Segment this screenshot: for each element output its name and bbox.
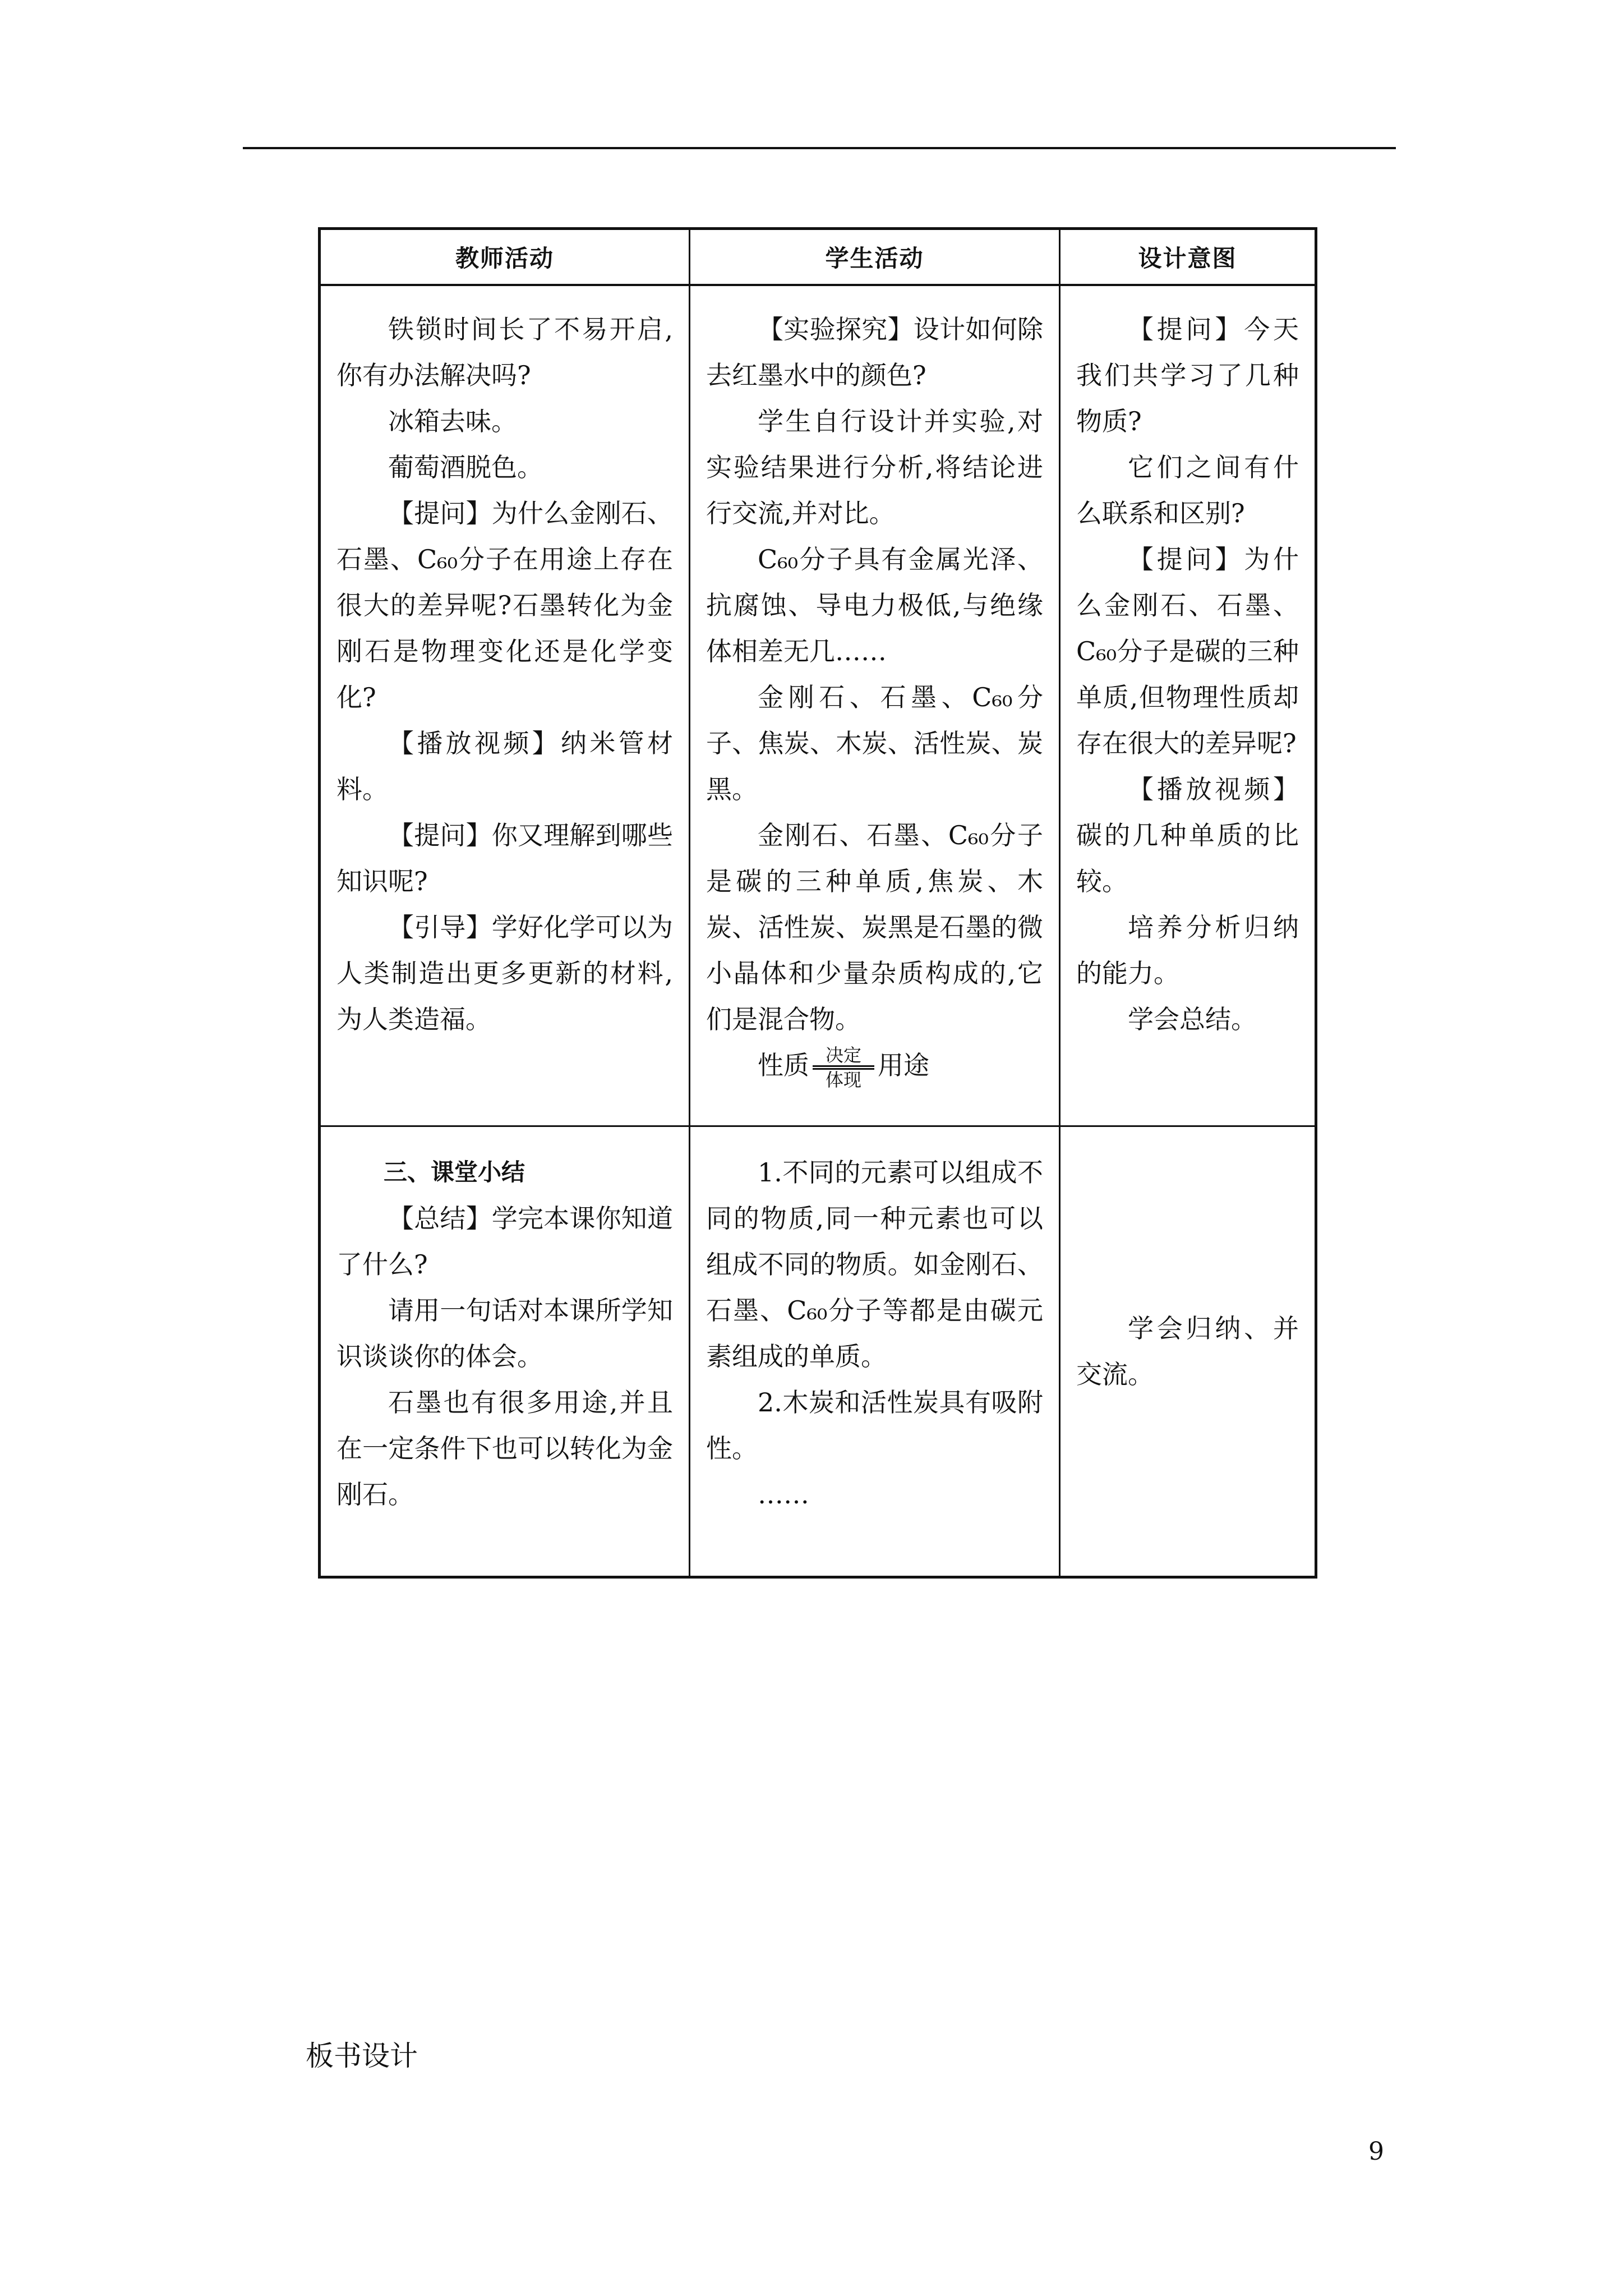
paragraph: 【提问】为什么金刚石、石墨、C₆₀分子是碳的三种单质,但物理性质却存在很大的差异呢? [1076, 544, 1299, 758]
paragraph: 【播放视频】纳米管材料。 [336, 728, 673, 804]
paragraph: 它们之间有什么联系和区别? [1076, 452, 1299, 528]
paragraph: 葡萄酒脱色。 [388, 452, 543, 482]
paragraph: 培养分析归纳的能力。 [1076, 912, 1299, 988]
header-student-activity: 学生活动 [690, 229, 1060, 286]
paragraph: 【提问】为什么金刚石、石墨、C₆₀分子在用途上存在很大的差异呢?石墨转化为金刚石是物理变化还是化学变化? [336, 498, 673, 712]
paragraph: 【引导】学好化学可以为人类制造出更多更新的材料,为人类造福。 [336, 912, 673, 1034]
formula-bottom-label: 体现 [825, 1069, 861, 1091]
formula-left: 性质 [758, 1050, 809, 1080]
paragraph: 【总结】学完本课你知道了什么? [336, 1203, 673, 1280]
paragraph: 金刚石、石墨、C₆₀分子、焦炭、木炭、活性炭、炭黑。 [706, 682, 1043, 804]
formula-right: 用途 [878, 1050, 929, 1080]
page-number: 9 [1368, 2137, 1384, 2166]
section-heading: 三、课堂小结 [384, 1158, 525, 1186]
header-teacher-activity: 教师活动 [320, 229, 690, 286]
teacher-activity-cell [320, 1126, 690, 1577]
paragraph: 【实验探究】设计如何除去红墨水中的颜色? [706, 314, 1043, 390]
paragraph: 冰箱去味。 [388, 406, 517, 436]
double-arrow-relation [813, 1045, 874, 1090]
design-intent-cell [1060, 285, 1316, 1126]
paragraph: 【提问】今天我们共学习了几种物质? [1076, 314, 1299, 436]
design-intent-cell [1060, 1126, 1316, 1577]
table-row [320, 1126, 1316, 1577]
paragraph: 铁锁时间长了不易开启,你有办法解决吗? [336, 314, 673, 390]
formula-top-label: 决定 [825, 1045, 861, 1066]
header-rule [243, 147, 1396, 149]
paragraph: 学会归纳、并交流。 [1076, 1313, 1299, 1389]
property-use-formula [706, 1042, 1043, 1091]
paragraph: 金刚石、石墨、C₆₀分子是碳的三种单质,焦炭、木炭、活性炭、炭黑是石墨的微小晶体和少量杂质构成的,它们是混合物。 [706, 820, 1043, 1034]
board-design-title: 板书设计 [306, 2040, 418, 2072]
student-activity-cell [690, 285, 1060, 1126]
paragraph: 学会总结。 [1128, 1004, 1257, 1034]
student-activity-cell [690, 1126, 1060, 1577]
paragraph: 【提问】你又理解到哪些知识呢? [336, 820, 673, 896]
header-design-intent: 设计意图 [1060, 229, 1316, 286]
table-header-row [320, 229, 1316, 286]
paragraph: 请用一句话对本课所学知识谈谈你的体会。 [336, 1295, 673, 1372]
paragraph: 石墨也有很多用途,并且在一定条件下也可以转化为金刚石。 [336, 1387, 673, 1510]
table-row [320, 285, 1316, 1126]
teacher-activity-cell [320, 285, 690, 1126]
paragraph: 学生自行设计并实验,对实验结果进行分析,将结论进行交流,并对比。 [706, 406, 1043, 528]
lesson-plan-table [318, 227, 1317, 1579]
paragraph: …… [758, 1479, 809, 1510]
paragraph: 2.木炭和活性炭具有吸附性。 [706, 1387, 1043, 1464]
paragraph: C₆₀分子具有金属光泽、抗腐蚀、导电力极低,与绝缘体相差无几…… [706, 544, 1043, 666]
paragraph: 【播放视频】碳的几种单质的比较。 [1076, 774, 1299, 896]
paragraph: 1.不同的元素可以组成不同的物质,同一种元素也可以组成不同的物质。如金刚石、石墨、C₆₀分子等都是由碳元素组成的单质。 [706, 1157, 1043, 1372]
